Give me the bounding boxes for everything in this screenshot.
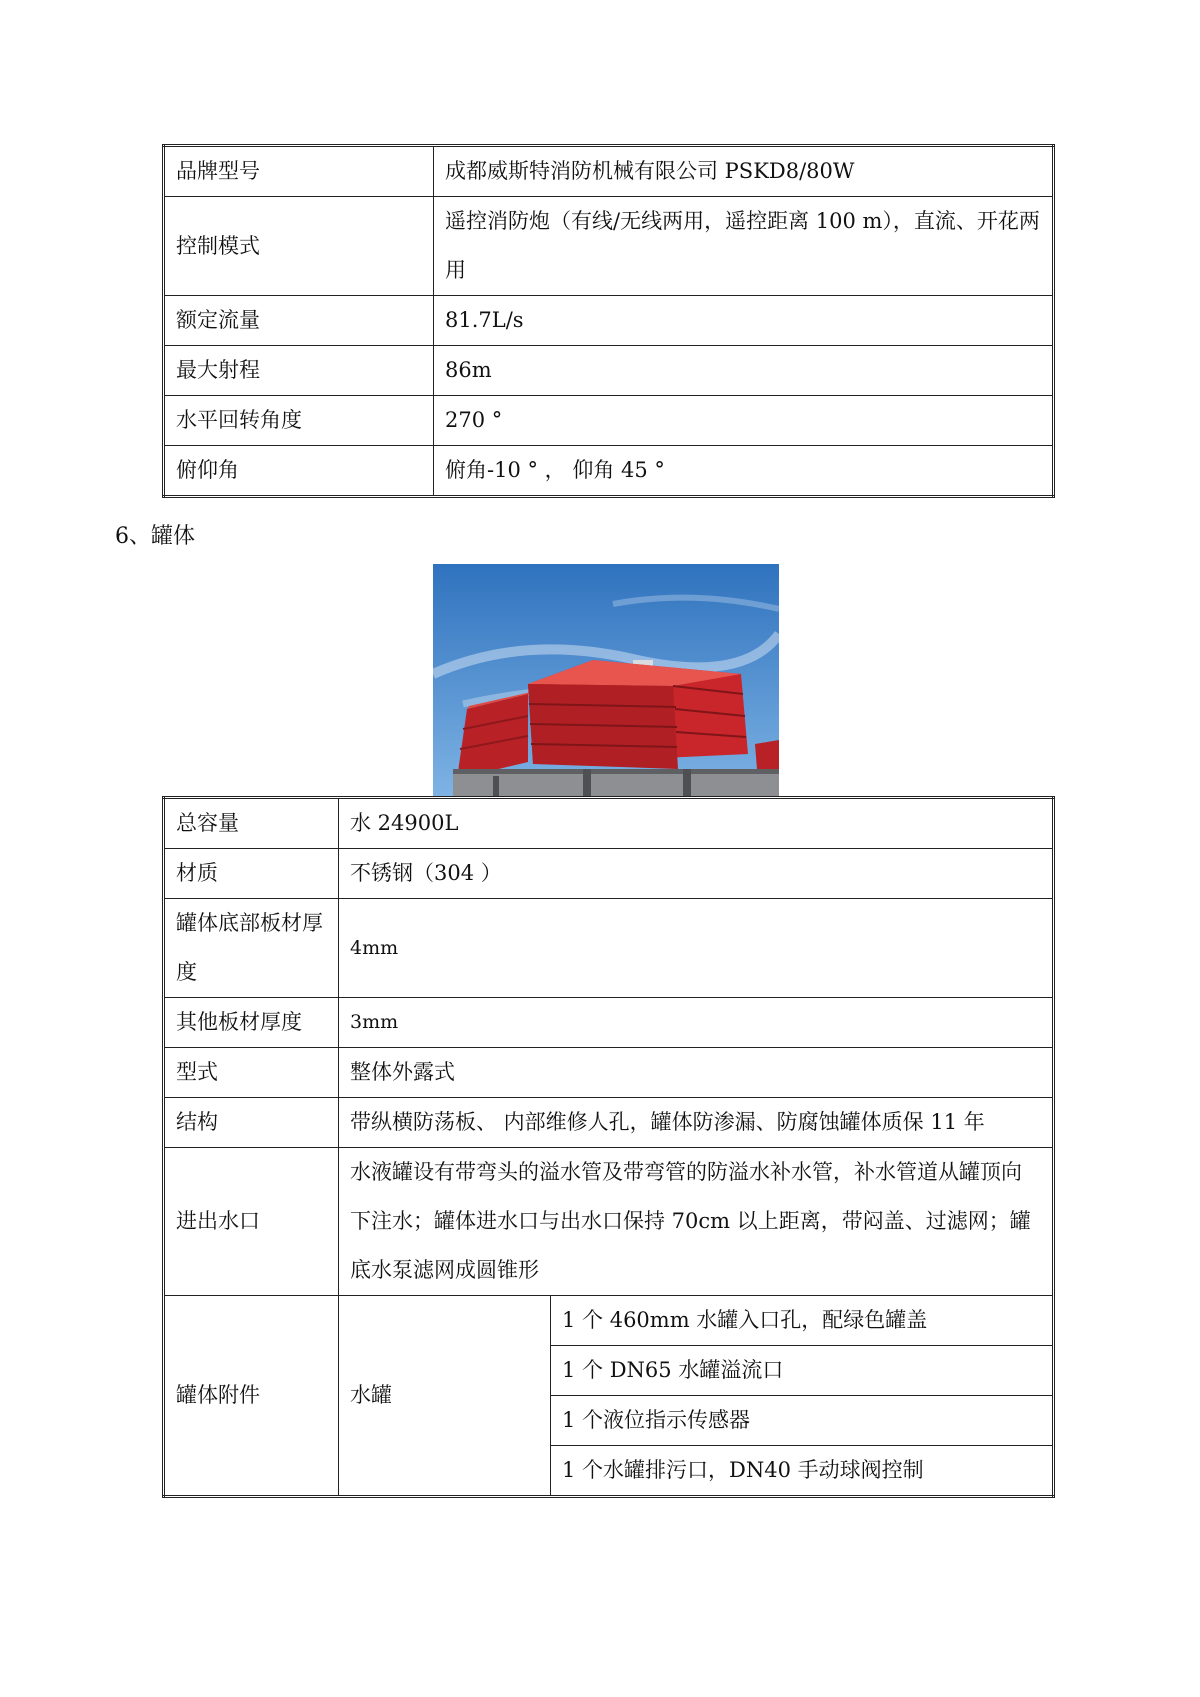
table-row [164,396,1054,446]
tank-label: 总容量 [164,798,339,849]
accessories-label: 罐体附件 [164,1296,339,1497]
spec-label: 额定流量 [164,296,434,346]
section-heading: 6、罐体 [115,524,195,549]
table-row [164,1148,1054,1296]
accessory-item: 1 个液位指示传感器 [551,1396,1054,1446]
tank-value: 不锈钢（304 ） [339,849,1054,899]
spec-label: 最大射程 [164,346,434,396]
table-row [164,296,1054,346]
spec-value: 遥控消防炮（有线/无线两用，遥控距离 100 m），直流、开花两用 [434,197,1054,296]
table-row [164,197,1054,296]
table-row [164,798,1054,849]
tank-label: 进出水口 [164,1148,339,1296]
tank-label: 罐体底部板材厚度 [164,899,339,998]
tank-label: 结构 [164,1098,339,1148]
spec-label: 品牌型号 [164,146,434,197]
table-row [164,1048,1054,1098]
tank-value: 带纵横防荡板、 内部维修人孔，罐体防渗漏、防腐蚀罐体质保 11 年 [339,1098,1054,1148]
tank-value: 水液罐设有带弯头的溢水管及带弯管的防溢水补水管，补水管道从罐顶向下注水；罐体进水口与出水口保持 70cm 以上距离，带闷盖、过滤网；罐底水泵滤网成圆锥形 [339,1148,1054,1296]
spec-label: 俯仰角 [164,446,434,497]
tank-value: 3mm [339,998,1054,1048]
table-row [164,998,1054,1048]
table-row [164,849,1054,899]
spec-value: 俯角-10 ° ， 仰角 45 ° [434,446,1054,497]
table-row [164,899,1054,998]
spec-label: 控制模式 [164,197,434,296]
accessories-sub-label: 水罐 [339,1296,551,1497]
spec-value: 86m [434,346,1054,396]
tank-value: 整体外露式 [339,1048,1054,1098]
accessory-item: 1 个 DN65 水罐溢流口 [551,1346,1054,1396]
table-row [164,1296,1054,1346]
accessory-item: 1 个 460mm 水罐入口孔，配绿色罐盖 [551,1296,1054,1346]
spec-value: 成都威斯特消防机械有限公司 PSKD8/80W [434,146,1054,197]
tank-value: 4mm [339,899,1054,998]
tank-value: 水 24900L [339,798,1054,849]
spec-value: 81.7L/s [434,296,1054,346]
tank-photo [433,564,779,796]
spec-label: 水平回转角度 [164,396,434,446]
tank-label: 型式 [164,1048,339,1098]
table-row [164,1098,1054,1148]
spec-value: 270 ° [434,396,1054,446]
table-row [164,346,1054,396]
accessory-item: 1 个水罐排污口，DN40 手动球阀控制 [551,1446,1054,1497]
cannon-spec-table [162,144,1055,498]
tank-label: 材质 [164,849,339,899]
table-row [164,146,1054,197]
tank-label: 其他板材厚度 [164,998,339,1048]
table-row [164,446,1054,497]
tank-photo-image [433,564,779,796]
tank-spec-table [162,796,1055,1498]
